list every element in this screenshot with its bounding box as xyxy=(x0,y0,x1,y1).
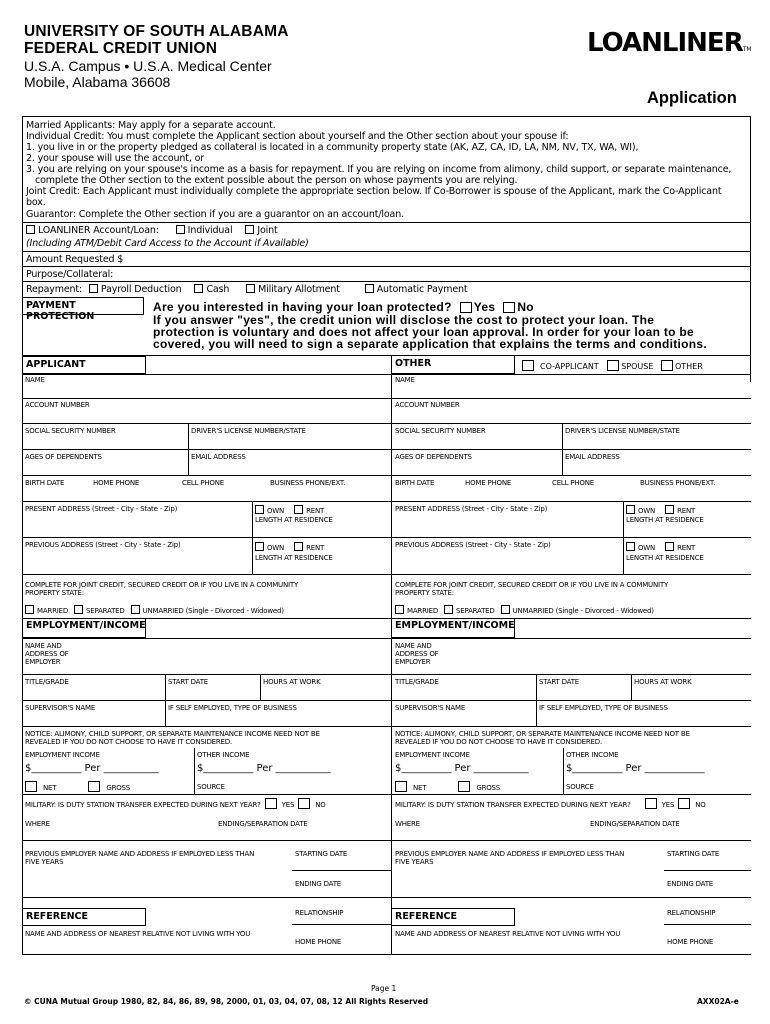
unmarried-checkbox[interactable] xyxy=(501,605,510,614)
other-self-employed-field[interactable]: IF SELF EMPLOYED, TYPE OF BUSINESS xyxy=(539,704,668,712)
other-employment-income-field[interactable]: $__________ Per ___________ xyxy=(395,763,529,774)
unmarried-checkbox[interactable] xyxy=(131,605,140,614)
other-employment-title: EMPLOYMENT/INCOME xyxy=(391,618,515,638)
own-checkbox[interactable] xyxy=(626,505,635,514)
intro-line: Individual Credit: You must complete the Applicant section about yourself and the Other section about your spouse if: xyxy=(26,131,569,142)
intro-line: Joint Credit: Each Applicant must individually complete the appropriate section below. If Co-Borrower is spouse of the Applicant, mark the Co-Applicant xyxy=(26,186,722,197)
applicant-employment-income-label: EMPLOYMENT INCOME xyxy=(25,751,100,759)
other-employment-income-label: EMPLOYMENT INCOME xyxy=(395,751,470,759)
page-title: Application xyxy=(647,89,737,107)
payment-protection-question: Are you interested in having your loan protected? Yes No xyxy=(153,300,534,314)
military-yes-checkbox[interactable] xyxy=(645,798,657,809)
applicant-ending-separation-field[interactable]: ENDING/SEPARATION DATE xyxy=(218,820,308,828)
military-yes-checkbox[interactable] xyxy=(265,798,277,809)
applicant-employment-income-field[interactable]: $__________ Per ___________ xyxy=(25,763,159,774)
applicant-income-source-field[interactable]: SOURCE xyxy=(197,783,225,791)
other-employer-label: EMPLOYER xyxy=(395,658,431,666)
repayment-row: Repayment: Payroll Deduction Cash Military Allotment Automatic Payment xyxy=(26,284,468,295)
org-name-line1: UNIVERSITY OF SOUTH ALABAMA xyxy=(24,23,289,40)
applicant-dl-field[interactable]: DRIVER'S LICENSE NUMBER/STATE xyxy=(191,427,306,435)
applicant-other-income-label: OTHER INCOME xyxy=(197,751,250,759)
other-hours-field[interactable]: HOURS AT WORK xyxy=(634,678,692,686)
applicant-title-grade-field[interactable]: TITLE/GRADE xyxy=(25,678,69,686)
individual-checkbox[interactable] xyxy=(176,225,185,234)
own-checkbox[interactable] xyxy=(255,542,264,551)
payment-protection-text: If you answer "yes", the credit union will disclose the cost to protect your loan. The xyxy=(153,313,655,327)
other-cell-phone-field[interactable]: CELL PHONE xyxy=(552,479,594,487)
own-checkbox[interactable] xyxy=(626,542,635,551)
other-business-phone-field[interactable]: BUSINESS PHONE/EXT. xyxy=(640,479,716,487)
other-starting-date-field[interactable]: STARTING DATE xyxy=(667,850,720,858)
applicant-employment-title: EMPLOYMENT/INCOME xyxy=(22,618,146,638)
payment-protection-text: covered, you will need to sign a separate application that explains the terms and conditions. xyxy=(153,337,708,351)
applicant-business-phone-field[interactable]: BUSINESS PHONE/EXT. xyxy=(270,479,346,487)
other-previous-employer-field[interactable]: PREVIOUS EMPLOYER NAME AND ADDRESS IF EMPLOYED LESS THAN xyxy=(395,850,625,858)
applicant-previous-employer-field[interactable]: PREVIOUS EMPLOYER NAME AND ADDRESS IF EMPLOYED LESS THAN xyxy=(25,850,255,858)
applicant-joint-note: PROPERTY STATE: xyxy=(25,589,84,597)
payroll-checkbox[interactable] xyxy=(89,284,98,293)
applicant-nearest-relative-field[interactable]: NAME AND ADDRESS OF NEAREST RELATIVE NOT LIVING WITH YOU xyxy=(25,930,251,938)
other-present-length-field[interactable]: LENGTH AT RESIDENCE xyxy=(626,516,704,524)
other-relationship-field[interactable]: RELATIONSHIP xyxy=(667,909,716,917)
applicant-previous-own-rent: OWN RENT xyxy=(255,542,324,552)
intro-line: 3. you are relying on your spouse's income as a basis for repayment. If you are relying on income from alimony, child support, or separate maintenance, xyxy=(26,164,732,175)
applicant-reference-title: REFERENCE xyxy=(22,908,146,926)
other-employer-label: ADDRESS OF xyxy=(395,650,439,658)
applicant-net-gross: NET GROSS xyxy=(25,781,130,792)
other-supervisor-field[interactable]: SUPERVISOR'S NAME xyxy=(395,704,466,712)
applicant-ssn-field[interactable]: SOCIAL SECURITY NUMBER xyxy=(25,427,116,435)
other-account-number-field[interactable]: ACCOUNT NUMBER xyxy=(395,401,460,409)
separated-checkbox[interactable] xyxy=(74,605,83,614)
applicant-present-own-rent: OWN RENT xyxy=(255,505,324,515)
other-income-source-field[interactable]: SOURCE xyxy=(566,783,594,791)
rent-checkbox[interactable] xyxy=(294,542,303,551)
other-present-address-field[interactable]: PRESENT ADDRESS (Street - City - State - Zip) xyxy=(395,505,548,513)
other-military-question: MILITARY: IS DUTY STATION TRANSFER EXPECTED DURING NEXT YEAR? YES NO xyxy=(395,798,706,809)
automatic-payment-checkbox[interactable] xyxy=(365,284,374,293)
payment-protection-text: protection is voluntary and does not affect your loan approval. In order for your loan to be xyxy=(153,325,694,339)
other-previous-length-field[interactable]: LENGTH AT RESIDENCE xyxy=(626,554,704,562)
applicant-where-field[interactable]: WHERE xyxy=(25,820,50,828)
applicant-employer-field[interactable]: NAME AND xyxy=(25,642,62,650)
intro-line: complete the Other section to the extent possible about the person on whose payments you are relying. xyxy=(35,175,518,186)
other-ending-date-field[interactable]: ENDING DATE xyxy=(667,880,714,888)
applicant-account-number-field[interactable]: ACCOUNT NUMBER xyxy=(25,401,90,409)
applicant-marital-status: MARRIED SEPARATED UNMARRIED (Single - Divorced - Widowed) xyxy=(25,605,284,615)
other-dl-field[interactable]: DRIVER'S LICENSE NUMBER/STATE xyxy=(565,427,680,435)
other-joint-note: COMPLETE FOR JOINT CREDIT, SECURED CREDIT OR IF YOU LIVE IN A COMMUNITY xyxy=(395,581,669,589)
other-nearest-relative-field[interactable]: NAME AND ADDRESS OF NEAREST RELATIVE NOT LIVING WITH YOU xyxy=(395,930,621,938)
other-joint-note: PROPERTY STATE: xyxy=(395,589,454,597)
joint-checkbox[interactable] xyxy=(245,225,254,234)
applicant-home-phone-field[interactable]: HOME PHONE xyxy=(93,479,140,487)
other-employer-field[interactable]: NAME AND xyxy=(395,642,432,650)
applicant-previous-address-field[interactable]: PREVIOUS ADDRESS (Street - City - State - Zip) xyxy=(25,541,181,549)
applicant-cell-phone-field[interactable]: CELL PHONE xyxy=(182,479,224,487)
other-title-grade-field[interactable]: TITLE/GRADE xyxy=(395,678,439,686)
rent-checkbox[interactable] xyxy=(294,505,303,514)
applicant-other-income-field[interactable]: $__________ Per ___________ xyxy=(197,763,331,774)
cash-checkbox[interactable] xyxy=(194,284,203,293)
account-loan-row: LOANLINER Account/Loan: Individual Joint xyxy=(26,225,278,236)
applicant-employer-label: ADDRESS OF xyxy=(25,650,69,658)
other-reference-title: REFERENCE xyxy=(391,908,515,926)
other-previous-own-rent: OWN RENT xyxy=(626,542,695,552)
intro-section xyxy=(22,116,751,356)
other-birth-date-field[interactable]: BIRTH DATE xyxy=(395,479,435,487)
other-other-income-label: OTHER INCOME xyxy=(566,751,619,759)
applicant-income-notice: REVEALED IF YOU DO NOT CHOOSE TO HAVE IT CONSIDERED. xyxy=(25,738,233,746)
other-income-notice: REVEALED IF YOU DO NOT CHOOSE TO HAVE IT CONSIDERED. xyxy=(395,738,603,746)
other-checkbox[interactable] xyxy=(661,360,673,371)
other-reference-phone-field[interactable]: HOME PHONE xyxy=(667,938,714,946)
application-form xyxy=(22,356,751,954)
intro-line: Guarantor: Complete the Other section if you are a guarantor on an account/loan. xyxy=(26,209,404,220)
protection-no-checkbox[interactable] xyxy=(503,302,515,313)
applicant-section-title: APPLICANT xyxy=(22,356,146,374)
other-present-own-rent: OWN RENT xyxy=(626,505,695,515)
applicant-ages-field[interactable]: AGES OF DEPENDENTS xyxy=(25,453,102,461)
other-name-field[interactable]: NAME xyxy=(395,376,415,384)
other-start-date-field[interactable]: START DATE xyxy=(539,678,580,686)
account-loan-checkbox[interactable] xyxy=(26,225,35,234)
intro-line: box. xyxy=(26,197,46,208)
rent-checkbox[interactable] xyxy=(665,505,674,514)
org-address-line1: U.S.A. Campus • U.S.A. Medical Center xyxy=(24,58,272,74)
applicant-present-address-field[interactable]: PRESENT ADDRESS (Street - City - State - Zip) xyxy=(25,505,178,513)
payment-protection-label: PAYMENT PROTECTION xyxy=(23,297,144,315)
loanliner-logo: LOANLINERTM xyxy=(587,28,752,58)
applicant-supervisor-field[interactable]: SUPERVISOR'S NAME xyxy=(25,704,96,712)
applicant-relationship-field[interactable]: RELATIONSHIP xyxy=(295,909,344,917)
page-number: Page 1 xyxy=(371,984,397,993)
applicant-reference-phone-field[interactable]: HOME PHONE xyxy=(295,938,342,946)
military-no-checkbox[interactable] xyxy=(678,798,690,809)
org-name-line2: FEDERAL CREDIT UNION xyxy=(24,40,218,57)
form-code: AXX02A-e xyxy=(697,997,739,1006)
applicant-employer-label: EMPLOYER xyxy=(25,658,61,666)
other-ssn-field[interactable]: SOCIAL SECURITY NUMBER xyxy=(395,427,486,435)
applicant-income-notice: NOTICE: ALIMONY, CHILD SUPPORT, OR SEPARATE MAINTENANCE INCOME NEED NOT BE xyxy=(25,730,320,738)
purpose-label: Purpose/Collateral: xyxy=(26,269,114,280)
applicant-self-employed-field[interactable]: IF SELF EMPLOYED, TYPE OF BUSINESS xyxy=(168,704,297,712)
applicant-previous-length-field[interactable]: LENGTH AT RESIDENCE xyxy=(255,554,333,562)
copyright: © CUNA Mutual Group 1980, 82, 84, 86, 89, 98, 2000, 01, 03, 04, 07, 08, 12 All Rights Reserved xyxy=(24,997,429,1006)
atm-note: (Including ATM/Debit Card Access to the Account if Available) xyxy=(26,238,309,249)
spouse-checkbox[interactable] xyxy=(607,360,619,371)
amount-requested-label: Amount Requested $ xyxy=(26,254,124,265)
protection-yes-checkbox[interactable] xyxy=(460,302,472,313)
applicant-hours-field[interactable]: HOURS AT WORK xyxy=(263,678,321,686)
applicant-name-field[interactable]: NAME xyxy=(25,376,45,384)
married-checkbox[interactable] xyxy=(395,605,404,614)
separated-checkbox[interactable] xyxy=(444,605,453,614)
co-applicant-checkbox[interactable] xyxy=(522,360,534,371)
gross-checkbox[interactable] xyxy=(88,781,100,792)
other-income-notice: NOTICE: ALIMONY, CHILD SUPPORT, OR SEPARATE MAINTENANCE INCOME NEED NOT BE xyxy=(395,730,690,738)
other-previous-address-field[interactable]: PREVIOUS ADDRESS (Street - City - State - Zip) xyxy=(395,541,551,549)
married-checkbox[interactable] xyxy=(25,605,34,614)
other-ages-field[interactable]: AGES OF DEPENDENTS xyxy=(395,453,472,461)
other-section-title: OTHER xyxy=(391,356,515,374)
own-checkbox[interactable] xyxy=(255,505,264,514)
applicant-starting-date-field[interactable]: STARTING DATE xyxy=(295,850,348,858)
applicant-birth-date-field[interactable]: BIRTH DATE xyxy=(25,479,65,487)
intro-line: 1. you live in or the property pledged as collateral is located in a community property state (AK, AZ, CA, ID, LA, NM, NV, TX, WA, WI), xyxy=(26,142,639,153)
rent-checkbox[interactable] xyxy=(665,542,674,551)
military-allotment-checkbox[interactable] xyxy=(246,284,255,293)
other-ending-separation-field[interactable]: ENDING/SEPARATION DATE xyxy=(590,820,680,828)
other-type-options: CO-APPLICANT SPOUSE OTHER xyxy=(522,360,703,371)
applicant-ending-date-field[interactable]: ENDING DATE xyxy=(295,880,342,888)
other-email-field[interactable]: EMAIL ADDRESS xyxy=(565,453,620,461)
org-address-line2: Mobile, Alabama 36608 xyxy=(24,74,171,90)
other-marital-status: MARRIED SEPARATED UNMARRIED (Single - Divorced - Widowed) xyxy=(395,605,654,615)
intro-line: Married Applicants: May apply for a separate account. xyxy=(26,120,276,131)
other-net-gross: NET GROSS xyxy=(395,781,500,792)
military-no-checkbox[interactable] xyxy=(298,798,310,809)
applicant-military-question: MILITARY: IS DUTY STATION TRANSFER EXPECTED DURING NEXT YEAR? YES NO xyxy=(25,798,326,809)
other-home-phone-field[interactable]: HOME PHONE xyxy=(465,479,512,487)
applicant-previous-employer-label: FIVE YEARS xyxy=(25,858,64,866)
other-previous-employer-label: FIVE YEARS xyxy=(395,858,434,866)
applicant-present-length-field[interactable]: LENGTH AT RESIDENCE xyxy=(255,516,333,524)
other-where-field[interactable]: WHERE xyxy=(395,820,420,828)
applicant-joint-note: COMPLETE FOR JOINT CREDIT, SECURED CREDIT OR IF YOU LIVE IN A COMMUNITY xyxy=(25,581,299,589)
net-checkbox[interactable] xyxy=(25,781,37,792)
gross-checkbox[interactable] xyxy=(458,781,470,792)
other-other-income-field[interactable]: $__________ Per ____________ xyxy=(566,763,705,774)
applicant-start-date-field[interactable]: START DATE xyxy=(168,678,209,686)
applicant-email-field[interactable]: EMAIL ADDRESS xyxy=(191,453,246,461)
net-checkbox[interactable] xyxy=(395,781,407,792)
intro-line: 2. your spouse will use the account, or xyxy=(26,153,204,164)
